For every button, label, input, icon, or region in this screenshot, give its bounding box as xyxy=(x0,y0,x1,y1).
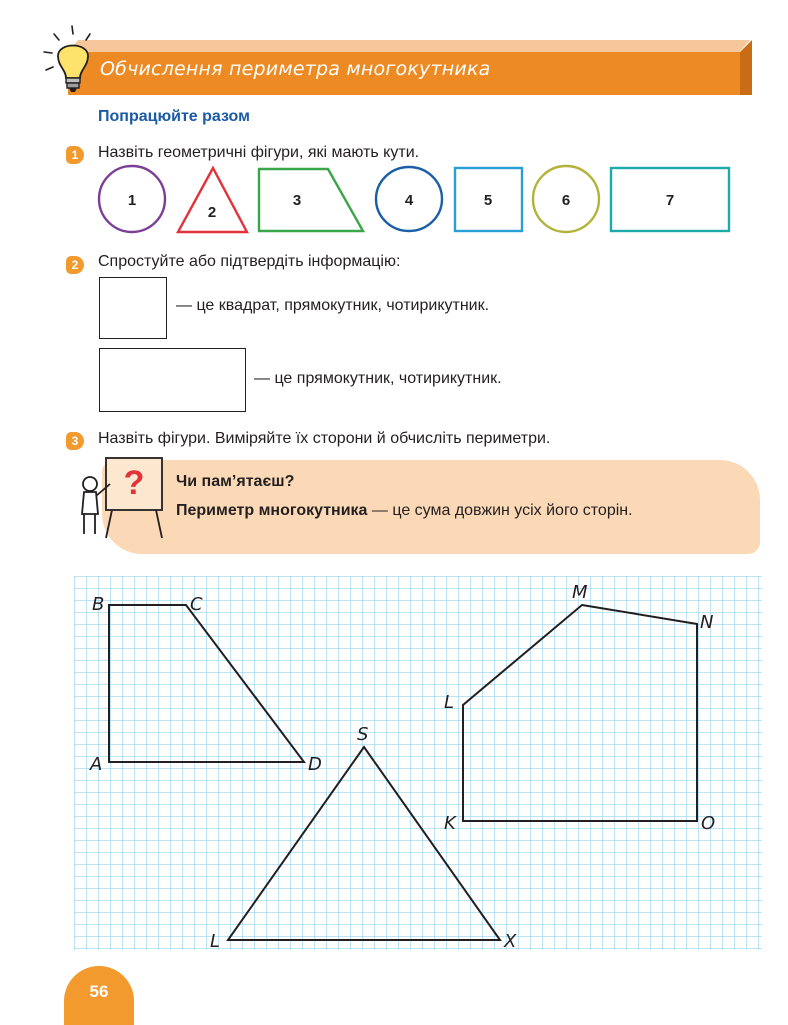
vertex-label: N xyxy=(700,612,714,633)
vertex-label: D xyxy=(308,754,322,775)
vertex-label: X xyxy=(504,931,517,950)
remember-definition: — це сума довжин усіх його сторін. xyxy=(367,502,633,519)
vertex-label: O xyxy=(701,813,716,834)
shape-label: 1 xyxy=(127,192,137,209)
vertex-label: S xyxy=(357,724,369,745)
task-number-badge: 2 xyxy=(66,256,84,274)
task-1-text: Назвіть геометричні фігури, які мають кути. xyxy=(98,144,420,161)
remember-text xyxy=(176,500,718,522)
square-description: — це квадрат, прямокутник, чотирикутник. xyxy=(176,297,490,314)
shape-label: 5 xyxy=(483,192,493,209)
svg-text:?: ? xyxy=(123,464,145,502)
shape-label: 6 xyxy=(561,192,571,209)
teacher-board-icon xyxy=(76,454,166,544)
shape-label: 2 xyxy=(207,204,217,221)
task-3-text: Назвіть фігури. Виміряйте їх сторони й обчисліть периметри. xyxy=(98,430,551,447)
vertex-label: L xyxy=(210,931,221,950)
shape-label: 7 xyxy=(665,192,675,209)
header-banner-top xyxy=(68,40,750,52)
square-figure xyxy=(99,277,167,339)
rectangle-figure xyxy=(99,348,246,412)
task-number-badge: 1 xyxy=(66,146,84,164)
rectangle-description: — це прямокутник, чотирикутник. xyxy=(254,370,502,387)
shape-triangle-red xyxy=(178,168,247,232)
lesson-title: Обчислення периметра многокутника xyxy=(100,58,491,80)
vertex-label: K xyxy=(444,813,456,834)
remember-title: Чи пам’ятаєш? xyxy=(176,473,295,490)
shape-label: 3 xyxy=(292,192,302,209)
vertex-label: C xyxy=(190,594,203,615)
shape-label: 4 xyxy=(404,192,414,209)
grid-figures xyxy=(74,576,762,950)
task-2-text: Спростуйте або підтвердіть інформацію: xyxy=(98,253,401,270)
shape-trapezoid-green xyxy=(259,169,363,231)
vertex-label: M xyxy=(572,582,588,603)
vertex-label: A xyxy=(90,754,103,775)
shape-row xyxy=(92,162,742,238)
vertex-label: B xyxy=(92,594,105,615)
lightbulb-icon xyxy=(40,22,110,102)
section-subheading: Попрацюйте разом xyxy=(98,108,250,125)
vertex-label: L xyxy=(444,692,455,713)
page-number: 56 xyxy=(89,982,109,1001)
task-number-badge: 3 xyxy=(66,432,84,450)
remember-term: Периметр многокутника xyxy=(176,502,368,519)
